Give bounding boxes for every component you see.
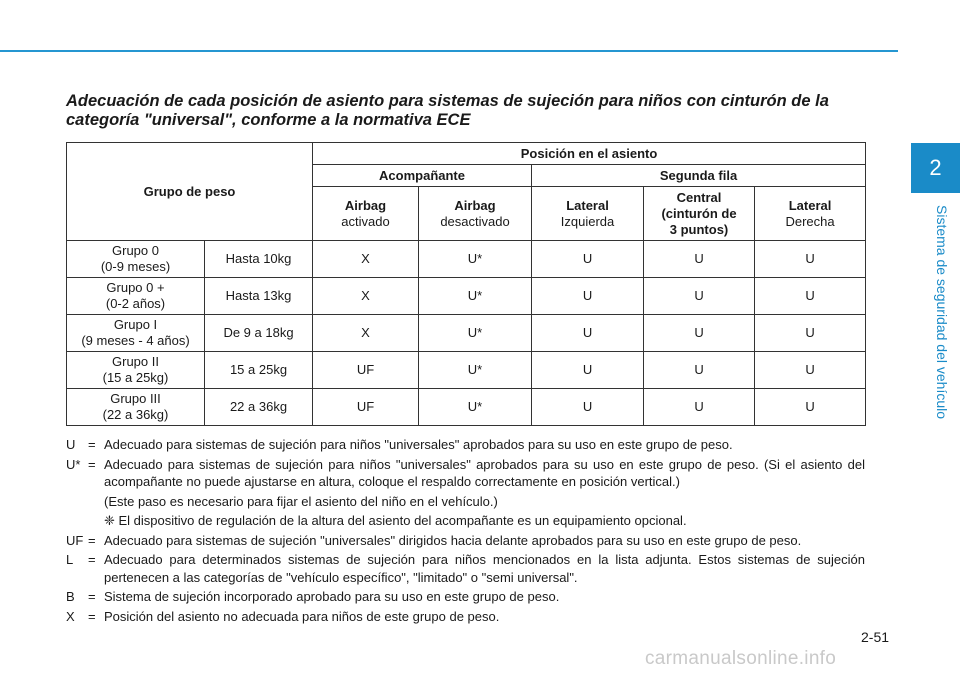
group-name: Grupo 0	[112, 243, 159, 258]
group-cell	[67, 278, 205, 315]
header-airbag-on-line-1: Airbag	[344, 197, 387, 213]
header-lateral-left-line-1: Lateral	[566, 197, 609, 213]
airbag-off-cell: U*	[419, 241, 532, 278]
header-airbag-off-line-1: Airbag	[454, 197, 496, 213]
group-range: (9 meses - 4 años)	[81, 333, 190, 348]
header-central	[644, 187, 755, 241]
legend-text: Sistema de sujeción incorporado aprobado para su uso en este grupo de peso.	[104, 589, 560, 604]
legend-code: UF	[66, 532, 84, 548]
lateral-right-cell: U	[755, 315, 866, 352]
airbag-off-cell: U*	[419, 278, 532, 315]
weight-cell: 15 a 25kg	[205, 352, 313, 389]
legend-equals: =	[88, 589, 96, 604]
legend-equals: =	[88, 608, 96, 624]
header-weight-group: Grupo de peso	[67, 143, 313, 241]
legend-code: L	[66, 552, 74, 567]
page-number: 2-51	[861, 629, 890, 645]
group-name: Grupo 0 +	[106, 280, 165, 295]
airbag-off-cell: U*	[419, 389, 532, 426]
group-cell	[67, 352, 205, 389]
table-row	[67, 389, 866, 426]
group-range: (15 a 25kg)	[102, 370, 169, 385]
legend	[66, 436, 865, 627]
group-range: (0-9 meses)	[100, 259, 171, 274]
group-range: (0-2 años)	[105, 296, 166, 311]
page-title: Adecuación de cada posición de asiento para sistemas de sujeción para niños con cinturón de la categoría "universal", conforme a la normativa ECE	[66, 92, 829, 129]
group-cell	[67, 315, 205, 352]
top-rule	[0, 50, 898, 52]
legend-text: Adecuado para sistemas de sujeción para niños "universales" aprobados para su uso en este grupo de peso. (Si el asiento del acompañante no puede ajustarse en altura, coloque el respaldo correctamente en posición vertical.)	[104, 456, 865, 489]
chapter-number-tab[interactable]	[911, 143, 960, 193]
legend-item-b	[66, 588, 865, 606]
group-name: Grupo II	[112, 354, 159, 369]
airbag-on-cell: UF	[313, 389, 419, 426]
header-passenger: Acompañante	[313, 165, 532, 187]
header-second-row: Segunda fila	[532, 165, 866, 187]
airbag-on-cell: X	[313, 315, 419, 352]
legend-equals: =	[88, 456, 96, 472]
legend-equals: =	[88, 532, 96, 548]
seat-suitability-table	[66, 142, 866, 426]
header-seat-position: Posición en el asiento	[313, 143, 866, 165]
lateral-left-cell: U	[532, 278, 644, 315]
table-row	[67, 352, 866, 389]
legend-item-x	[66, 608, 865, 626]
group-cell	[67, 241, 205, 278]
weight-cell: Hasta 10kg	[205, 241, 313, 278]
group-name: Grupo I	[113, 317, 158, 332]
lateral-right-cell: U	[755, 278, 866, 315]
header-lateral-left-line-2: Izquierda	[560, 213, 615, 229]
header-lateral-right-line-2: Derecha	[785, 213, 835, 229]
legend-item-l	[66, 551, 865, 586]
header-lateral-right	[755, 187, 866, 241]
legend-code: U*	[66, 456, 81, 472]
weight-cell: De 9 a 18kg	[205, 315, 313, 352]
legend-equals: =	[88, 437, 96, 452]
central-cell: U	[644, 315, 755, 352]
table-row	[67, 241, 866, 278]
weight-cell: 22 a 36kg	[205, 389, 313, 426]
central-cell: U	[644, 389, 755, 426]
central-cell: U	[644, 241, 755, 278]
central-cell: U	[644, 352, 755, 389]
table-row	[67, 315, 866, 352]
lateral-left-cell: U	[532, 389, 644, 426]
legend-item-uf	[66, 532, 865, 550]
legend-code: U	[66, 437, 76, 452]
legend-equals: =	[88, 552, 96, 567]
airbag-on-cell: X	[313, 278, 419, 315]
header-lateral-right-line-1: Lateral	[788, 197, 832, 213]
legend-code: X	[66, 608, 75, 624]
lateral-left-cell: U	[532, 352, 644, 389]
header-central-line-3: 3 puntos)	[669, 221, 729, 237]
header-central-line-1: Central	[676, 189, 722, 205]
header-airbag-off-line-2: desactivado	[440, 213, 510, 229]
lateral-right-cell: U	[755, 352, 866, 389]
group-name: Grupo III	[110, 391, 161, 406]
lateral-left-cell: U	[532, 241, 644, 278]
lateral-right-cell: U	[755, 241, 866, 278]
legend-text: Adecuado para sistemas de sujeción para niños "universales" aprobados para su uso en este grupo de peso.	[104, 437, 733, 452]
central-cell: U	[644, 278, 755, 315]
airbag-on-cell: X	[313, 241, 419, 278]
group-range: (22 a 36kg)	[102, 407, 169, 422]
chapter-number: 2	[929, 155, 942, 180]
legend-u-star-option-note: ❈ El dispositivo de regulación de la altura del asiento del acompañante es un equipamiento opcional.	[104, 513, 687, 528]
lateral-right-cell: U	[755, 389, 866, 426]
header-airbag-off	[419, 187, 532, 241]
weight-cell: Hasta 13kg	[205, 278, 313, 315]
lateral-left-cell: U	[532, 315, 644, 352]
legend-u-star-note: (Este paso es necesario para fijar el asiento del niño en el vehículo.)	[104, 493, 498, 509]
watermark[interactable]: carmanualsonline.info	[645, 648, 837, 669]
legend-item-u	[66, 436, 865, 454]
legend-text: Posición del asiento no adecuada para niños de este grupo de peso.	[104, 608, 500, 624]
table-row	[67, 278, 866, 315]
airbag-on-cell: UF	[313, 352, 419, 389]
legend-text: Adecuado para determinados sistemas de sujeción para niños mencionados en la lista adjunta. Estos sistemas de sujeción pertenecen a las categorías de "vehículo específico", "limitado" o "semi universal".	[104, 552, 865, 585]
group-cell	[67, 389, 205, 426]
header-airbag-on	[313, 187, 419, 241]
airbag-off-cell: U*	[419, 352, 532, 389]
header-airbag-on-line-2: activado	[341, 213, 390, 229]
header-central-line-2: (cinturón de	[661, 205, 737, 221]
legend-code: B	[66, 589, 75, 604]
chapter-title: Sistema de seguridad del vehículo	[934, 205, 950, 420]
header-lateral-left	[532, 187, 644, 241]
legend-text: Adecuado para sistemas de sujeción "universales" dirigidos hacia delante aprobados para su uso en este grupo de peso.	[104, 532, 802, 548]
airbag-off-cell: U*	[419, 315, 532, 352]
legend-item-u-star	[66, 456, 865, 491]
